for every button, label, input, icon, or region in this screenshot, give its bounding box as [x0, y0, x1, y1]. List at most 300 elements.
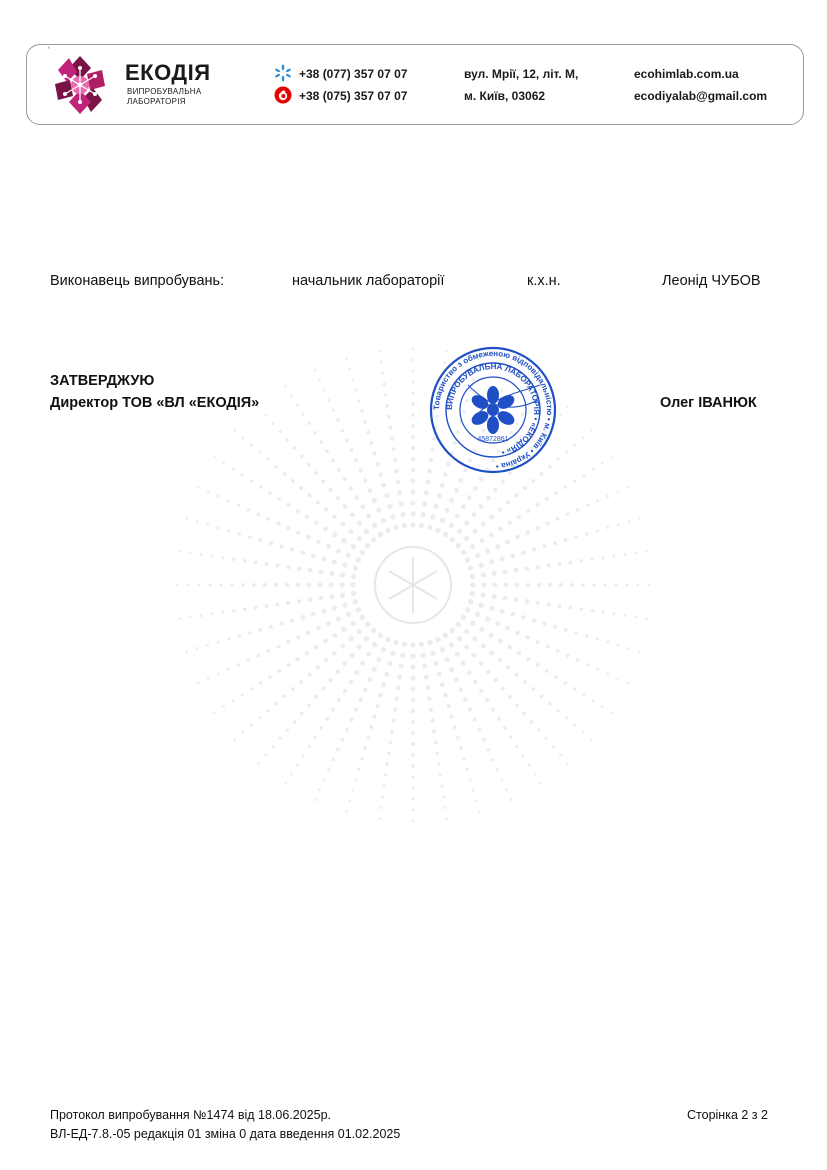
watermark-dot: [350, 512, 355, 517]
watermark-dot: [357, 520, 362, 525]
watermark-dot: [189, 616, 192, 619]
watermark-dot: [606, 526, 609, 529]
watermark-dot: [461, 504, 466, 509]
watermark-dot: [318, 596, 323, 601]
watermark-dot: [430, 650, 435, 655]
watermark-dot: [467, 495, 472, 500]
watermark-dot: [478, 562, 483, 567]
watermark-dot: [378, 532, 383, 537]
watermark-dot: [266, 649, 270, 653]
stamp-code: 45872861: [477, 436, 509, 443]
watermark-dot: [410, 511, 415, 516]
watermark-dot: [459, 687, 464, 692]
watermark-dot: [375, 704, 379, 708]
watermark-dot: [349, 679, 354, 684]
watermark-dot: [187, 584, 190, 587]
watermark-dot: [388, 740, 392, 744]
watermark-dot: [495, 544, 500, 549]
watermark-dot: [412, 820, 415, 823]
watermark-dot: [233, 738, 236, 741]
watermark-dot: [420, 512, 425, 517]
watermark-dot: [579, 607, 583, 611]
watermark-dot: [606, 495, 609, 498]
approval-name: Олег ІВАНЮК: [660, 395, 757, 411]
watermark-dot: [515, 583, 520, 588]
watermark-dot: [531, 687, 535, 691]
watermark-dot: [271, 422, 274, 425]
watermark-dot: [286, 640, 290, 644]
watermark-dot: [542, 544, 546, 548]
watermark-dot: [329, 594, 334, 599]
watermark-dot: [465, 768, 468, 771]
watermark-dot: [446, 704, 450, 708]
watermark-dot: [372, 451, 376, 455]
watermark-dot: [258, 716, 261, 719]
watermark-dot: [547, 602, 551, 606]
watermark-dot: [307, 493, 311, 497]
watermark-dot: [311, 553, 316, 558]
molecule-flower-logo-icon: [49, 52, 111, 118]
watermark-dot: [266, 709, 269, 712]
watermark-dot: [232, 609, 235, 612]
watermark-dot: [412, 370, 415, 373]
watermark-dot: [479, 538, 484, 543]
watermark-dot: [277, 497, 281, 501]
watermark-dot: [185, 650, 188, 653]
watermark-dot: [291, 479, 295, 483]
watermark-dot: [596, 668, 599, 671]
watermark-dot: [470, 582, 475, 587]
watermark-dot: [462, 757, 465, 760]
watermark-dot: [336, 419, 339, 422]
watermark-dot: [393, 708, 397, 712]
watermark-dot: [557, 562, 561, 566]
watermark-dot: [576, 658, 579, 661]
watermark-dot: [464, 644, 469, 649]
watermark-dot: [454, 677, 459, 682]
watermark-dot: [506, 500, 510, 504]
watermark-dot: [372, 667, 377, 672]
watermark-dot: [427, 697, 432, 702]
watermark-dot: [553, 541, 557, 545]
watermark-dot: [233, 429, 236, 432]
watermark-dot: [232, 557, 235, 560]
watermark-dot: [648, 584, 651, 587]
watermark-dot: [486, 748, 489, 751]
watermark-dot: [526, 583, 531, 588]
watermark-dot: [351, 621, 356, 626]
watermark-dot: [475, 800, 478, 803]
watermark-dot: [411, 742, 415, 746]
watermark-dot: [552, 745, 555, 748]
watermark-dot: [491, 758, 494, 761]
watermark-dot: [211, 555, 214, 558]
watermark-dot: [482, 738, 486, 742]
watermark-dot: [321, 686, 325, 690]
watermark-dot: [468, 599, 473, 604]
watermark-dot: [232, 468, 235, 471]
watermark-dot: [345, 728, 349, 732]
watermark-dot: [372, 498, 377, 503]
watermark-dot: [286, 601, 290, 605]
watermark-dot: [419, 523, 424, 528]
watermark-dot: [385, 404, 388, 407]
watermark-dot: [503, 726, 507, 730]
watermark-dot: [357, 536, 362, 541]
watermark-dot: [478, 602, 483, 607]
watermark-dot: [328, 582, 333, 587]
watermark-dot: [440, 518, 445, 523]
watermark-dot: [250, 443, 253, 446]
watermark-dot: [576, 508, 579, 511]
watermark-dot: [335, 496, 340, 501]
watermark-dot: [486, 496, 491, 501]
watermark-dot: [489, 606, 494, 611]
phone-vodafone[interactable]: +38 (075) 357 07 07: [299, 89, 408, 103]
watermark-dot: [492, 571, 497, 576]
watermark-dot: [525, 531, 529, 535]
watermark-dot: [328, 678, 332, 682]
watermark-dot: [300, 550, 305, 555]
approval-position: Директор ТОВ «ВЛ «ЕКОДІЯ»: [50, 395, 260, 411]
watermark-dot: [318, 379, 321, 382]
watermark-dot: [348, 529, 353, 534]
watermark-dot: [343, 661, 348, 666]
watermark-dot: [279, 737, 282, 740]
watermark-dot: [559, 754, 562, 757]
watermark-dot: [564, 538, 568, 542]
watermark-dot: [495, 621, 500, 626]
watermark-dot: [283, 472, 287, 476]
watermark-dot: [566, 762, 569, 765]
watermark-dot: [566, 513, 570, 517]
watermark-dot: [472, 636, 477, 641]
watermark-dot: [626, 682, 629, 685]
watermark-dot: [503, 596, 508, 601]
watermark-dot: [527, 764, 530, 767]
watermark-dot: [383, 383, 386, 386]
watermark-dot: [435, 528, 440, 533]
watermark-dot: [258, 628, 262, 632]
watermark-dot: [296, 509, 300, 513]
watermark-dot: [444, 806, 447, 809]
watermark-dot: [449, 523, 454, 528]
watermark-dot: [296, 764, 299, 767]
watermark-dot: [354, 670, 359, 675]
watermark-dot: [336, 617, 341, 622]
watermark-dot: [351, 574, 356, 579]
watermark-dot: [247, 508, 250, 511]
watermark-dot: [336, 748, 339, 751]
watermark-dot: [623, 614, 626, 617]
watermark-dot: [412, 359, 415, 362]
watermark-dot: [351, 544, 356, 549]
watermark-dot: [331, 458, 335, 462]
watermark-dot: [548, 583, 552, 587]
watermark-dot: [485, 698, 489, 702]
watermark-dot: [286, 526, 290, 530]
watermark-dot: [380, 806, 383, 809]
watermark-dot: [369, 441, 373, 445]
watermark-dot: [207, 490, 210, 493]
watermark-dot: [470, 574, 475, 579]
stamp-outer-text: Товариство з обмеженою відповідальністю • м. Київ • Україна •: [431, 348, 555, 471]
watermark-dot: [521, 754, 524, 757]
watermark-dot: [485, 617, 490, 622]
watermark-dot: [399, 501, 404, 506]
watermark-dot: [360, 757, 363, 760]
watermark-dot: [243, 607, 247, 611]
watermark-dot: [393, 640, 398, 645]
watermark-dot: [299, 486, 303, 490]
vodafone-logo-icon: [274, 86, 292, 104]
watermark-dot: [574, 535, 578, 539]
watermark-dot: [601, 611, 604, 614]
watermark-dot: [500, 778, 503, 781]
watermark-dot: [349, 718, 353, 722]
footer-page: Сторінка 2 з 2: [687, 1108, 768, 1122]
watermark-dot: [464, 536, 469, 541]
watermark-dot: [351, 378, 354, 381]
watermark-dot: [302, 754, 305, 757]
watermark-dot: [586, 504, 589, 507]
watermark-dot: [384, 393, 387, 396]
watermark-dot: [363, 478, 368, 483]
brand-subtitle: [127, 87, 237, 107]
watermark-dot: [492, 594, 497, 599]
watermark-dot: [238, 634, 241, 637]
watermark-dot: [616, 677, 619, 680]
watermark-dot: [468, 708, 472, 712]
watermark-dot: [286, 663, 290, 667]
phone-kyivstar[interactable]: +38 (077) 357 07 07: [299, 67, 408, 81]
watermark-dot: [425, 480, 430, 485]
watermark-dot: [208, 583, 211, 586]
watermark-dot: [391, 447, 395, 451]
watermark-dot: [434, 740, 438, 744]
watermark-dot: [264, 562, 268, 566]
watermark-dot: [354, 389, 357, 392]
watermark-dot: [411, 490, 416, 495]
watermark-dot: [399, 664, 404, 669]
watermark-dot: [348, 636, 353, 641]
watermark-dot: [489, 633, 494, 638]
watermark-dot: [570, 583, 574, 587]
watermark-dot: [381, 795, 384, 798]
watermark-dot: [381, 483, 386, 488]
watermark-dot: [263, 583, 267, 587]
watermark-dot: [178, 550, 181, 553]
watermark-dot: [250, 687, 253, 690]
watermark-dot: [372, 642, 377, 647]
watermark-dot: [319, 440, 323, 444]
watermark-dot: [221, 611, 224, 614]
watermark-dot: [523, 680, 527, 684]
watermark-dot: [351, 789, 354, 792]
watermark-dot: [384, 493, 389, 498]
watermark-dot: [626, 584, 629, 587]
watermark-dot: [385, 528, 390, 533]
watermark-dot: [237, 504, 240, 507]
watermark-dot: [279, 544, 283, 548]
watermark-dot: [302, 413, 305, 416]
watermark-dot: [614, 583, 617, 586]
corner-mark: ‘: [48, 45, 50, 55]
watermark-dot: [506, 665, 510, 669]
watermark-dot: [573, 687, 576, 690]
watermark-dot: [411, 764, 414, 767]
watermark-dot: [601, 705, 604, 708]
watermark-dot: [411, 435, 415, 439]
watermark-dot: [341, 738, 345, 742]
watermark-dot: [434, 504, 439, 509]
watermark-dot: [264, 754, 267, 757]
executor-label: Виконавець випробувань:: [50, 273, 225, 289]
watermark-dot: [378, 693, 383, 698]
watermark-dot: [354, 778, 357, 781]
watermark-dot: [331, 707, 335, 711]
watermark-dot: [360, 504, 365, 509]
watermark-dot: [481, 582, 486, 587]
watermark-dot: [493, 678, 497, 682]
watermark-dot: [254, 560, 258, 564]
watermark-dot: [360, 410, 363, 413]
watermark-dot: [241, 474, 244, 477]
watermark-dot: [425, 686, 430, 691]
watermark-dot: [565, 716, 568, 719]
watermark-dot: [328, 488, 332, 492]
watermark-dot: [505, 626, 510, 631]
watermark-dot: [498, 639, 503, 644]
watermark-dot: [314, 798, 317, 801]
watermark-dot: [469, 778, 472, 781]
watermark-dot: [590, 609, 593, 612]
watermark-dot: [445, 657, 450, 662]
watermark-dot: [402, 642, 407, 647]
watermark-dot: [507, 521, 512, 526]
watermark-dot: [365, 543, 370, 548]
watermark-dot: [346, 612, 351, 617]
watermark-dot: [566, 654, 570, 658]
watermark-dot: [510, 612, 515, 617]
executor-name: Леонід ЧУБОВ: [662, 273, 761, 289]
watermark-dot: [346, 553, 351, 558]
watermark-dot: [435, 751, 439, 755]
watermark-dot: [321, 609, 326, 614]
watermark-dot: [556, 517, 560, 521]
watermark-dot: [530, 720, 533, 723]
watermark-dot: [227, 499, 230, 502]
watermark-dot: [411, 786, 414, 789]
watermark-dot: [393, 525, 398, 530]
watermark-dot: [360, 615, 365, 620]
watermark-dot: [354, 495, 359, 500]
watermark-dot: [387, 504, 392, 509]
watermark-dot: [501, 686, 505, 690]
watermark-dot: [467, 670, 472, 675]
watermark-dot: [337, 698, 341, 702]
watermark-dot: [645, 550, 648, 553]
watermark-dot: [617, 523, 620, 526]
watermark-dot: [388, 426, 392, 430]
watermark-dot: [525, 599, 530, 604]
watermark-dot: [268, 675, 272, 679]
email-link[interactable]: ecodiyalab@gmail.com: [634, 89, 768, 103]
watermark-dot: [323, 526, 328, 531]
watermark-dot: [440, 483, 445, 488]
watermark-dot: [464, 629, 469, 634]
watermark-dot: [360, 550, 365, 555]
watermark-dot: [348, 800, 351, 803]
watermark-dot: [345, 438, 349, 442]
watermark-dot: [222, 462, 225, 465]
watermark-dot: [326, 544, 331, 549]
watermark-dot: [453, 725, 457, 729]
brand-name: ЕКОДІЯ: [125, 60, 211, 85]
watermark-dot: [363, 746, 367, 750]
watermark-dot: [222, 705, 225, 708]
watermark-dot: [258, 451, 261, 454]
watermark-dot: [536, 601, 540, 605]
watermark-dot: [332, 633, 337, 638]
watermark-dot: [332, 559, 337, 564]
watermark-dot: [586, 663, 589, 666]
website-link[interactable]: ecohimlab.com.ua: [634, 67, 739, 81]
watermark-dot: [455, 651, 460, 656]
watermark-dot: [596, 637, 599, 640]
watermark-dot: [557, 604, 561, 608]
watermark-dot: [434, 661, 439, 666]
watermark-dot: [350, 582, 355, 587]
watermark-dot: [489, 651, 494, 656]
watermark-dot: [219, 583, 222, 586]
watermark-dot: [554, 675, 558, 679]
watermark-dot: [496, 768, 499, 771]
watermark-dot: [626, 486, 629, 489]
watermark-dot: [363, 687, 368, 692]
watermark-dot: [269, 625, 273, 629]
watermark-dot: [440, 647, 445, 652]
watermark-dot: [200, 614, 203, 617]
watermark-dot: [372, 714, 376, 718]
watermark-dot: [207, 677, 210, 680]
watermark-dot: [461, 550, 466, 555]
watermark-dot: [372, 523, 377, 528]
watermark-dot: [336, 548, 341, 553]
watermark-dot: [537, 583, 541, 587]
watermark-dot: [349, 486, 354, 491]
watermark-dot: [366, 651, 371, 656]
watermark-dot: [435, 637, 440, 642]
watermark-dot: [450, 537, 455, 542]
watermark-dot: [507, 645, 512, 650]
watermark-dot: [489, 515, 494, 520]
watermark-dot: [332, 515, 337, 520]
watermark-dot: [381, 647, 386, 652]
watermark-dot: [387, 661, 392, 666]
watermark-dot: [321, 556, 326, 561]
watermark-dot: [411, 720, 415, 724]
watermark-dot: [411, 391, 414, 394]
watermark-dot: [376, 657, 381, 662]
watermark-dot: [324, 507, 329, 512]
watermark-dot: [286, 728, 289, 731]
watermark-dot: [213, 711, 216, 714]
watermark-dot: [456, 543, 461, 548]
watermark-dot: [592, 468, 595, 471]
watermark-dot: [324, 658, 329, 663]
watermark-dot: [411, 753, 415, 757]
